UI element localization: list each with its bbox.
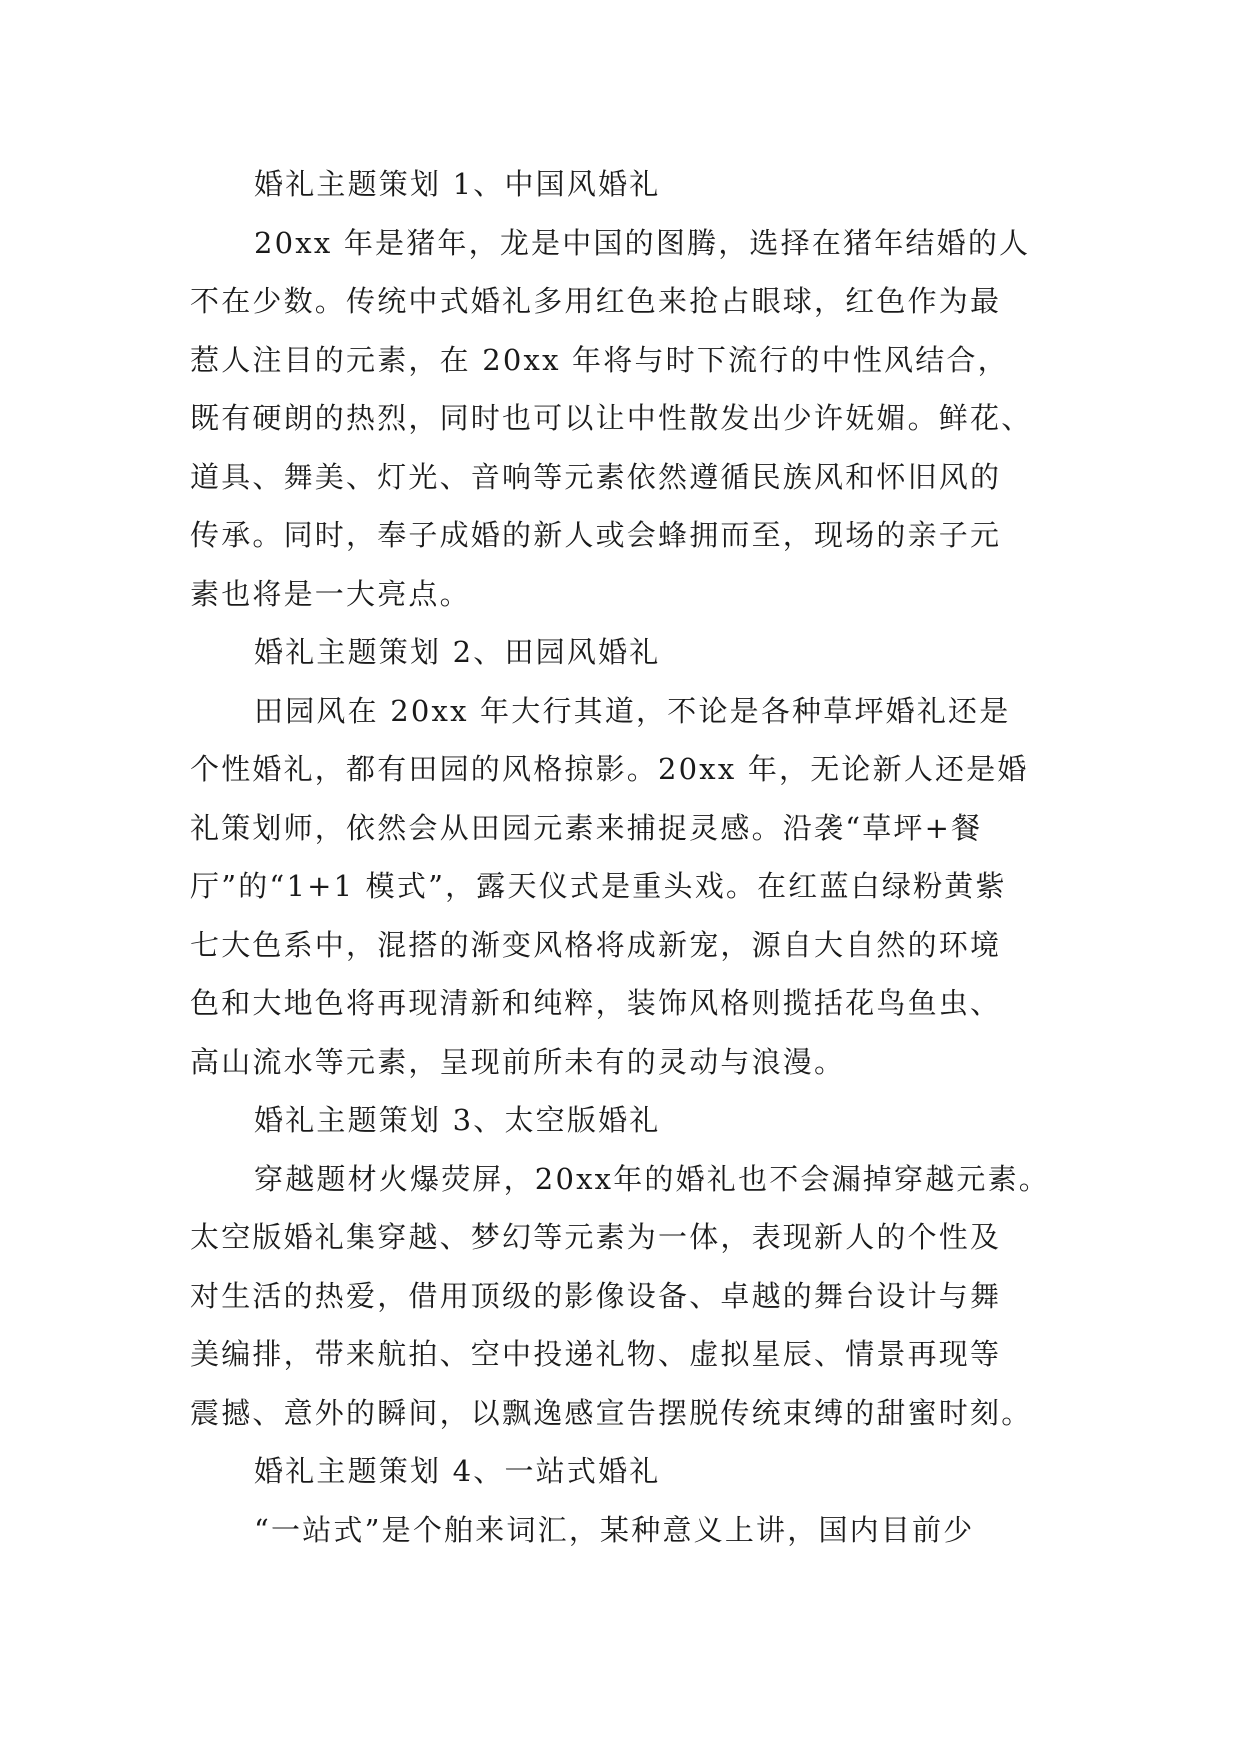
text-line: 既有硬朗的热烈，同时也可以让中性散发出少许妩媚。鲜花、 xyxy=(190,401,1033,435)
text-line: 婚礼主题策划 4、一站式婚礼 xyxy=(254,1454,661,1488)
text-line: 对生活的热爱，借用顶级的影像设备、卓越的舞台设计与舞 xyxy=(190,1278,1002,1313)
text-line: 婚礼主题策划 2、田园风婚礼 xyxy=(254,635,661,669)
text-line: 婚礼主题策划 3、太空版婚礼 xyxy=(254,1103,661,1137)
text-line: 不在少数。传统中式婚礼多用红色来抢占眼球，红色作为最 xyxy=(190,284,1002,318)
text-line: 厅”的“1+1 模式”，露天仪式是重头戏。在红蓝白绿粉黄紫 xyxy=(190,869,1007,903)
text-line: 婚礼主题策划 1、中国风婚礼 xyxy=(254,167,661,201)
text-line: 田园风在 20xx 年大行其道，不论是各种草坪婚礼还是 xyxy=(254,693,1011,728)
text-line: 素也将是一大亮点。 xyxy=(190,576,471,611)
text-line: 20xx 年是猪年，龙是中国的图腾，选择在猪年结婚的人 xyxy=(254,225,1031,260)
text-line: 色和大地色将再现清新和纯粹，装饰风格则揽括花鸟鱼虫、 xyxy=(190,986,1002,1020)
text-line: 美编排，带来航拍、空中投递礼物、虚拟星辰、情景再现等 xyxy=(190,1337,1002,1371)
text-line: 七大色系中，混搭的渐变风格将成新宠，源自大自然的环境 xyxy=(190,927,1002,962)
text-line: “一站式”是个舶来词汇，某种意义上讲，国内目前少 xyxy=(254,1512,975,1547)
text-line: 传承。同时，奉子成婚的新人或会蜂拥而至，现场的亲子元 xyxy=(190,518,1002,552)
text-line: 惹人注目的元素，在 20xx 年将与时下流行的中性风结合， xyxy=(190,342,1009,377)
text-line: 穿越题材火爆荧屏，20xx年的婚礼也不会漏掉穿越元素。 xyxy=(254,1161,1051,1196)
text-line: 太空版婚礼集穿越、梦幻等元素为一体，表现新人的个性及 xyxy=(190,1220,1002,1254)
text-line: 道具、舞美、灯光、音响等元素依然遵循民族风和怀旧风的 xyxy=(190,459,1002,494)
text-line: 高山流水等元素，呈现前所未有的灵动与浪漫。 xyxy=(190,1044,846,1079)
text-line: 个性婚礼，都有田园的风格掠影。20xx 年，无论新人还是婚 xyxy=(190,752,1029,786)
text-line: 礼策划师，依然会从田园元素来捕捉灵感。沿袭“草坪+餐 xyxy=(190,810,983,845)
document-body xyxy=(190,155,1050,1559)
text-line: 震撼、意外的瞬间，以飘逸感宣告摆脱传统束缚的甜蜜时刻。 xyxy=(190,1395,1033,1430)
